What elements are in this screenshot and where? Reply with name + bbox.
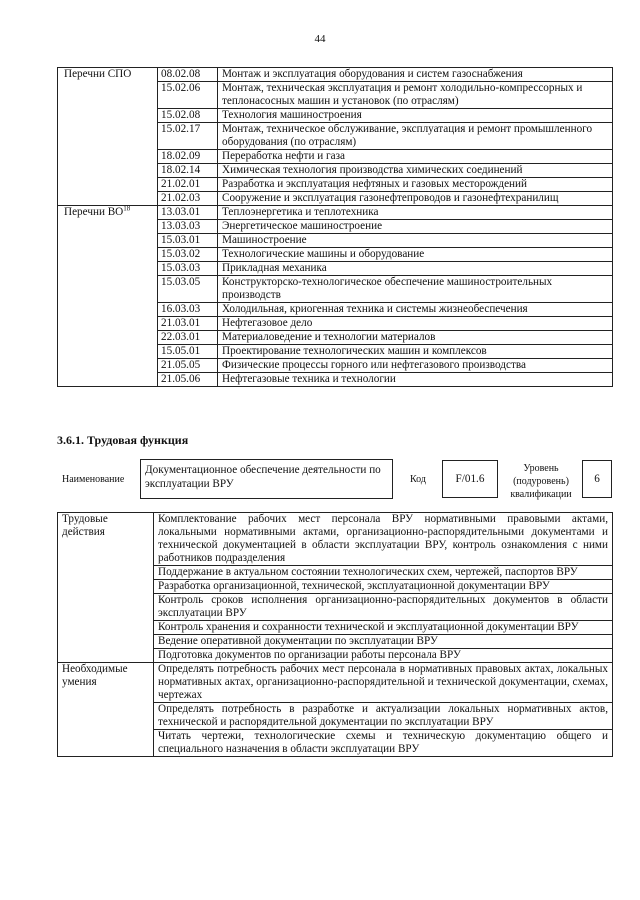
- program-code: 16.03.03: [158, 303, 218, 317]
- function-item: Разработка организационной, технической, эксплуатационной документации ВРУ: [154, 580, 613, 594]
- function-item: Поддержание в актуальном состоянии технологических схем, чертежей, паспортов ВРУ: [154, 566, 613, 580]
- program-code: 08.02.08: [158, 68, 218, 82]
- program-code: 15.02.08: [158, 109, 218, 123]
- function-item: Контроль сроков исполнения организационно-распорядительных документов в области эксплуатации ВРУ: [154, 594, 613, 621]
- function-code-value: F/01.6: [442, 460, 498, 498]
- function-item: Читать чертежи, технологические схемы и техническую документацию общего и специального назначения в области эксплуатации ВРУ: [154, 730, 613, 757]
- function-item: Подготовка документов по организации работы персонала ВРУ: [154, 649, 613, 663]
- program-name: Машиностроение: [218, 234, 613, 248]
- program-row: [58, 68, 613, 82]
- program-name: Технология машиностроения: [218, 109, 613, 123]
- education-programs-table: [57, 67, 613, 387]
- function-item: Ведение оперативной документации по эксплуатации ВРУ: [154, 635, 613, 649]
- program-name: Химическая технология производства химических соединений: [218, 164, 613, 178]
- program-row: [58, 206, 613, 220]
- program-name: Сооружение и эксплуатация газонефтепроводов и газонефтехранилищ: [218, 192, 613, 206]
- function-group-label: Необходимые умения: [58, 663, 154, 757]
- program-name: Монтаж, техническое обслуживание, эксплуатация и ремонт промышленного оборудования (по отраслям): [218, 123, 613, 150]
- program-code: 15.03.05: [158, 276, 218, 303]
- section-heading: 3.6.1. Трудовая функция: [57, 433, 189, 447]
- program-name: Энергетическое машиностроение: [218, 220, 613, 234]
- function-group-label: Трудовые действия: [58, 513, 154, 663]
- program-code: 22.03.01: [158, 331, 218, 345]
- function-item: Определять потребность рабочих мест персонала в нормативных правовых актах, локальных нормативных актах, организационно-распорядительной и технической документации, схемах, чертежах: [154, 663, 613, 703]
- function-name-value: Документационное обеспечение деятельности по эксплуатации ВРУ: [140, 459, 393, 499]
- program-code: 15.03.03: [158, 262, 218, 276]
- program-code: 15.03.02: [158, 248, 218, 262]
- qualification-level-value: 6: [582, 460, 612, 498]
- program-name: Монтаж, техническая эксплуатация и ремонт холодильно-компрессорных и теплонасосных машин и установок (по отраслям): [218, 82, 613, 109]
- function-row: [58, 663, 613, 703]
- program-code: 15.03.01: [158, 234, 218, 248]
- level-label: Уровень (подуровень) квалификации: [510, 463, 572, 500]
- program-code: 18.02.14: [158, 164, 218, 178]
- program-name: Разработка и эксплуатация нефтяных и газовых месторождений: [218, 178, 613, 192]
- program-code: 21.03.01: [158, 317, 218, 331]
- program-code: 21.05.05: [158, 359, 218, 373]
- function-item: Определять потребность в разработке и актуализации локальных нормативных актов, технической и распорядительной документации по эксплуатации ВРУ: [154, 703, 613, 730]
- program-name: Нефтегазовые техника и технологии: [218, 373, 613, 387]
- program-name: Проектирование технологических машин и комплексов: [218, 345, 613, 359]
- footnote-marker: 18: [123, 204, 131, 213]
- program-code: 15.02.06: [158, 82, 218, 109]
- program-code: 13.03.03: [158, 220, 218, 234]
- program-group-label: [58, 206, 158, 387]
- program-name: Теплоэнергетика и теплотехника: [218, 206, 613, 220]
- function-item: Контроль хранения и сохранности технической и эксплуатационной документации ВРУ: [154, 621, 613, 635]
- program-code: 21.02.03: [158, 192, 218, 206]
- program-code: 13.03.01: [158, 206, 218, 220]
- program-code: 18.02.09: [158, 150, 218, 164]
- program-name: Технологические машины и оборудование: [218, 248, 613, 262]
- program-group-label: [58, 68, 158, 206]
- program-code: 21.05.06: [158, 373, 218, 387]
- name-label: Наименование: [62, 474, 125, 485]
- program-name: Конструкторско-технологическое обеспечение машиностроительных производств: [218, 276, 613, 303]
- function-item: Комплектование рабочих мест персонала ВРУ нормативными правовыми актами, локальными нормативными актами, организационно-распорядительными документами и технической документацией в области эксплуатации ВРУ, контроль ознакомления с ними работников подразделения: [154, 513, 613, 566]
- program-name: Переработка нефти и газа: [218, 150, 613, 164]
- program-name: Нефтегазовое дело: [218, 317, 613, 331]
- program-name: Прикладная механика: [218, 262, 613, 276]
- program-name: Холодильная, криогенная техника и системы жизнеобеспечения: [218, 303, 613, 317]
- program-name: Физические процессы горного или нефтегазового производства: [218, 359, 613, 373]
- group-label-text: Перечни ВО: [64, 206, 124, 218]
- function-row: [58, 513, 613, 566]
- program-code: 15.02.17: [158, 123, 218, 150]
- program-code: 21.02.01: [158, 178, 218, 192]
- program-code: 15.05.01: [158, 345, 218, 359]
- page-number: 44: [314, 33, 326, 45]
- program-name: Монтаж и эксплуатация оборудования и систем газоснабжения: [218, 68, 613, 82]
- labor-function-table: [57, 512, 613, 757]
- code-label: Код: [410, 474, 426, 485]
- program-name: Материаловедение и технологии материалов: [218, 331, 613, 345]
- group-label-text: Перечни СПО: [64, 68, 132, 80]
